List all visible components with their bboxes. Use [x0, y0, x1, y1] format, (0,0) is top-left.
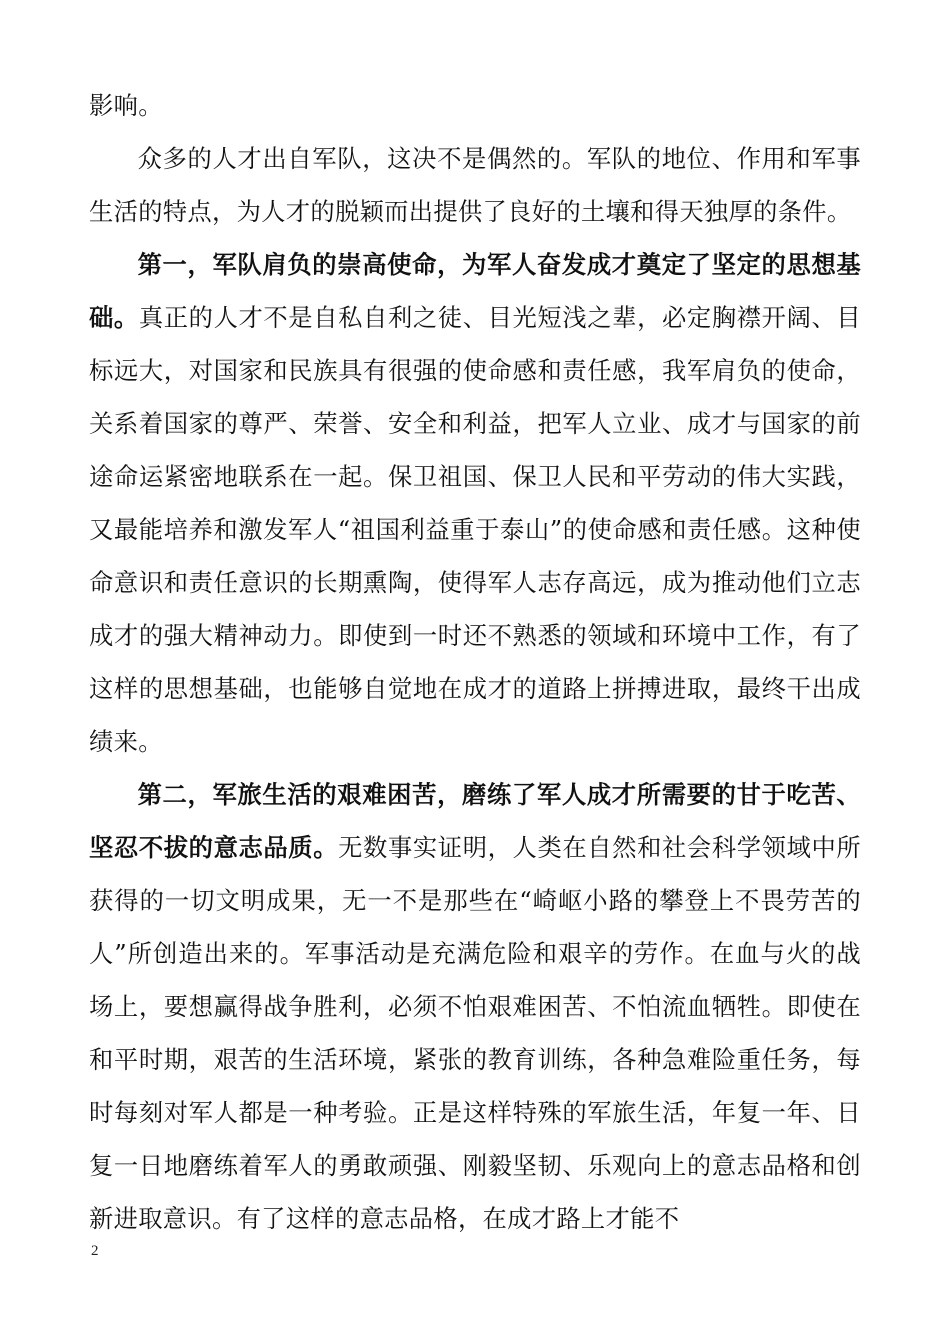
paragraph-3: [89, 238, 861, 768]
paragraph-1: [89, 79, 861, 132]
page-number: 2: [91, 1243, 99, 1259]
paragraph-4-text: 无数事实证明，人类在自然和社会科学领域中所获得的一切文明成果，无一不是那些在“崎岖小路的攀登上不畏劳苦的人”所创造出来的。军事活动是充满危险和艰辛的劳作。在血与火的战场上，要想赢得战争胜利，必须不怕艰难困苦、不怕流血牺牲。即使在和平时期，艰苦的生活环境，紧张的教育训练，各种急难险重任务，每时每刻对军人都是一种考验。正是这样特殊的军旅生活，年复一年、日复一日地磨练着军人的勇敢顽强、刚毅坚韧、乐观向上的意志品格和创新进取意识。有了这样的意志品格，在成才路上才能不: [89, 833, 861, 1233]
paragraph-2-text: 众多的人才出自军队，这决不是偶然的。军队的地位、作用和军事生活的特点，为人才的脱颖而出提供了良好的土壤和得天独厚的条件。: [89, 144, 861, 226]
paragraph-4-lead: 第二，军旅生活的艰难困苦，磨练了军人成才所需要的甘于吃苦、坚忍不拔的意志品质。: [89, 780, 861, 862]
paragraph-4: [89, 768, 861, 1245]
paragraph-2: [89, 132, 861, 238]
paragraph-3-lead: 第一，军队肩负的崇高使命，为军人奋发成才奠定了坚定的思想基础。: [89, 250, 861, 332]
document-page: [89, 79, 861, 1245]
paragraph-3-text: 真正的人才不是自私自利之徒、目光短浅之辈，必定胸襟开阔、目标远大，对国家和民族具有很强的使命感和责任感，我军肩负的使命，关系着国家的尊严、荣誉、安全和利益，把军人立业、成才与国家的前途命运紧密地联系在一起。保卫祖国、保卫人民和平劳动的伟大实践，又最能培养和激发军人“祖国利益重于泰山”的使命感和责任感。这种使命意识和责任意识的长期熏陶，使得军人志存高远，成为推动他们立志成才的强大精神动力。即使到一时还不熟悉的领域和环境中工作，有了这样的思想基础，也能够自觉地在成才的道路上拼搏进取，最终干出成绩来。: [89, 303, 861, 756]
paragraph-1-text: 影响。: [89, 91, 163, 120]
